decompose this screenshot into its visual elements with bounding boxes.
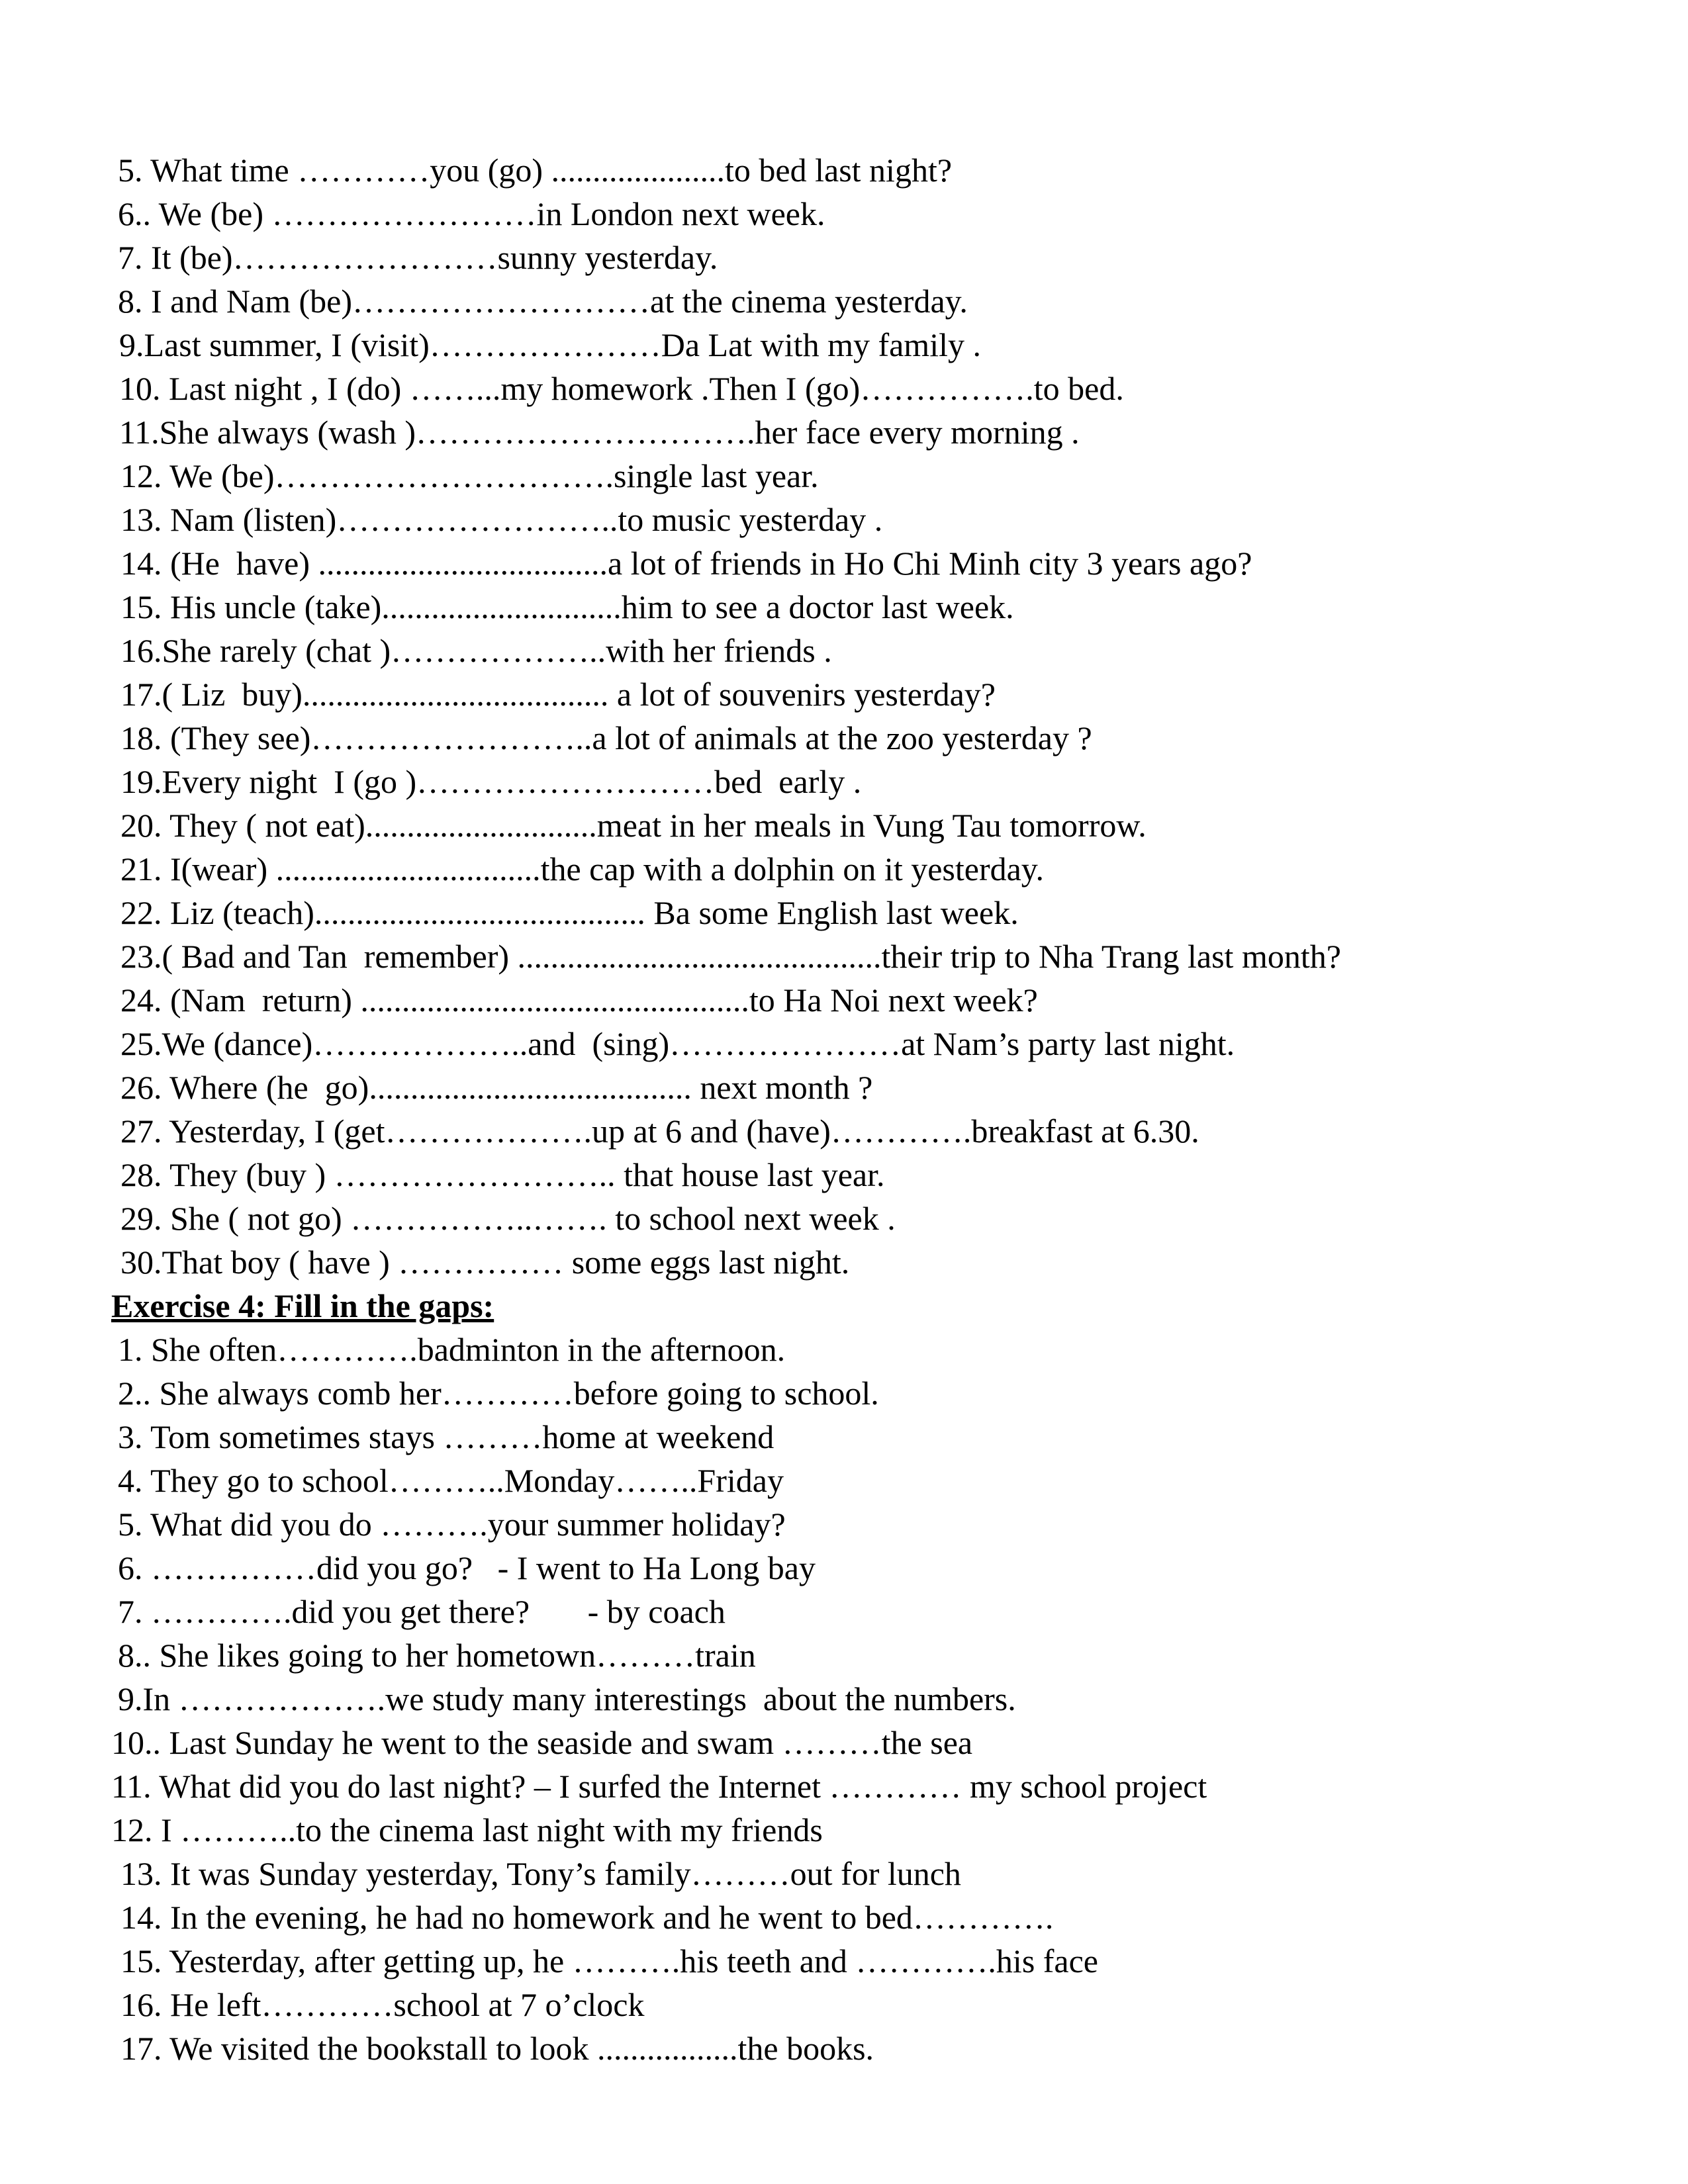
exercise-3-item-2: 6.. We (be) ……………………in London next week. — [118, 195, 825, 232]
exercise-3-item-22: 26. Where (he go)....................................... next month ? — [120, 1069, 873, 1106]
exercise-4-item-8: 8.. She likes going to her hometown………train — [118, 1637, 756, 1674]
exercise-4-item-2: 2.. She always comb her…………before going to school. — [118, 1375, 879, 1412]
exercise-3-item-10: 14. (He have) ...................................a lot of friends in Ho Chi Minh city 3 years ago? — [120, 545, 1252, 582]
exercise-3-item-7: 11.She always (wash )………………………….her face every morning . — [119, 414, 1080, 451]
exercise-3-item-25: 29. She ( not go) ……………..……. to school next week . — [120, 1200, 896, 1237]
exercise-3-item-6: 10. Last night , I (do) ……...my homework .Then I (go)…………….to bed. — [119, 370, 1124, 407]
exercise-3-item-14: 18. (They see)……………………..a lot of animals at the zoo yesterday ? — [120, 719, 1092, 756]
exercise-3-item-13: 17.( Liz buy)..................................... a lot of souvenirs yesterday? — [120, 676, 996, 713]
exercise-4-item-5: 5. What did you do ……….your summer holiday? — [118, 1506, 786, 1543]
exercise-3-item-15: 19.Every night I (go )………………………bed early . — [120, 763, 862, 800]
exercise-4-item-12: 12. I ………..to the cinema last night with my friends — [111, 1811, 823, 1848]
exercise-4-item-15: 15. Yesterday, after getting up, he ……….his teeth and ………….his face — [120, 1942, 1099, 1979]
exercise-3-item-23: 27. Yesterday, I (get……………….up at 6 and (have)………….breakfast at 6.30. — [120, 1113, 1199, 1150]
exercise-3-item-4: 8. I and Nam (be)………………………at the cinema yesterday. — [118, 283, 968, 320]
exercise-3-item-11: 15. His uncle (take).............................him to see a doctor last week. — [120, 588, 1014, 625]
exercise-3-item-16: 20. They ( not eat)............................meat in her meals in Vung Tau tomorrow. — [120, 807, 1147, 844]
exercise-4-item-11: 11. What did you do last night? – I surfed the Internet ………… my school project — [111, 1768, 1207, 1805]
exercise-3-item-3: 7. It (be)……………………sunny yesterday. — [118, 239, 718, 276]
exercise-3-item-26: 30.That boy ( have ) …………… some eggs last night. — [120, 1244, 850, 1281]
exercise-4-item-6: 6. ……………did you go? - I went to Ha Long bay — [118, 1549, 816, 1586]
exercise-4-heading: Exercise 4: Fill in the gaps: — [111, 1287, 494, 1324]
exercise-3-item-20: 24. (Nam return) ...............................................to Ha Noi next week? — [120, 981, 1038, 1019]
exercise-3-item-5: 9.Last summer, I (visit)…………………Da Lat with my family . — [119, 326, 981, 363]
exercise-3-item-24: 28. They (buy ) …………………….. that house last year. — [120, 1156, 885, 1193]
exercise-4-item-7: 7. ………….did you get there? - by coach — [118, 1593, 726, 1630]
exercise-3-item-12: 16.She rarely (chat )………………..with her friends . — [120, 632, 832, 669]
exercise-4-item-9: 9.In ……………….we study many interestings about the numbers. — [118, 1680, 1016, 1717]
exercise-3-item-8: 12. We (be)………………………….single last year. — [120, 457, 819, 494]
exercise-4-item-10: 10.. Last Sunday he went to the seaside and swam ………the sea — [111, 1724, 973, 1761]
exercise-3-item-18: 22. Liz (teach)........................................ Ba some English last week. — [120, 894, 1019, 931]
exercise-3-item-1: 5. What time …………you (go) .....................to bed last night? — [118, 152, 953, 189]
exercise-3-item-21: 25.We (dance)………………..and (sing)…………………at Nam’s party last night. — [120, 1025, 1235, 1062]
exercise-4-item-3: 3. Tom sometimes stays ………home at weekend — [118, 1418, 774, 1455]
exercise-4-item-14: 14. In the evening, he had no homework and he went to bed…………. — [120, 1899, 1054, 1936]
exercise-4-item-4: 4. They go to school………..Monday……..Friday — [118, 1462, 784, 1499]
exercise-3-item-17: 21. I(wear) ................................the cap with a dolphin on it yesterday. — [120, 850, 1045, 887]
exercise-3-item-9: 13. Nam (listen)……………………..to music yesterday . — [120, 501, 883, 538]
exercise-4-item-1: 1. She often………….badminton in the afternoon. — [118, 1331, 786, 1368]
exercise-4-item-16: 16. He left…………school at 7 o’clock — [120, 1986, 645, 2023]
exercise-4-item-13: 13. It was Sunday yesterday, Tony’s family………out for lunch — [120, 1855, 961, 1892]
exercise-4-item-17: 17. We visited the bookstall to look .................the books. — [120, 2030, 874, 2067]
exercise-3-item-19: 23.( Bad and Tan remember) ............................................their trip to Nha Trang last month? — [120, 938, 1341, 975]
